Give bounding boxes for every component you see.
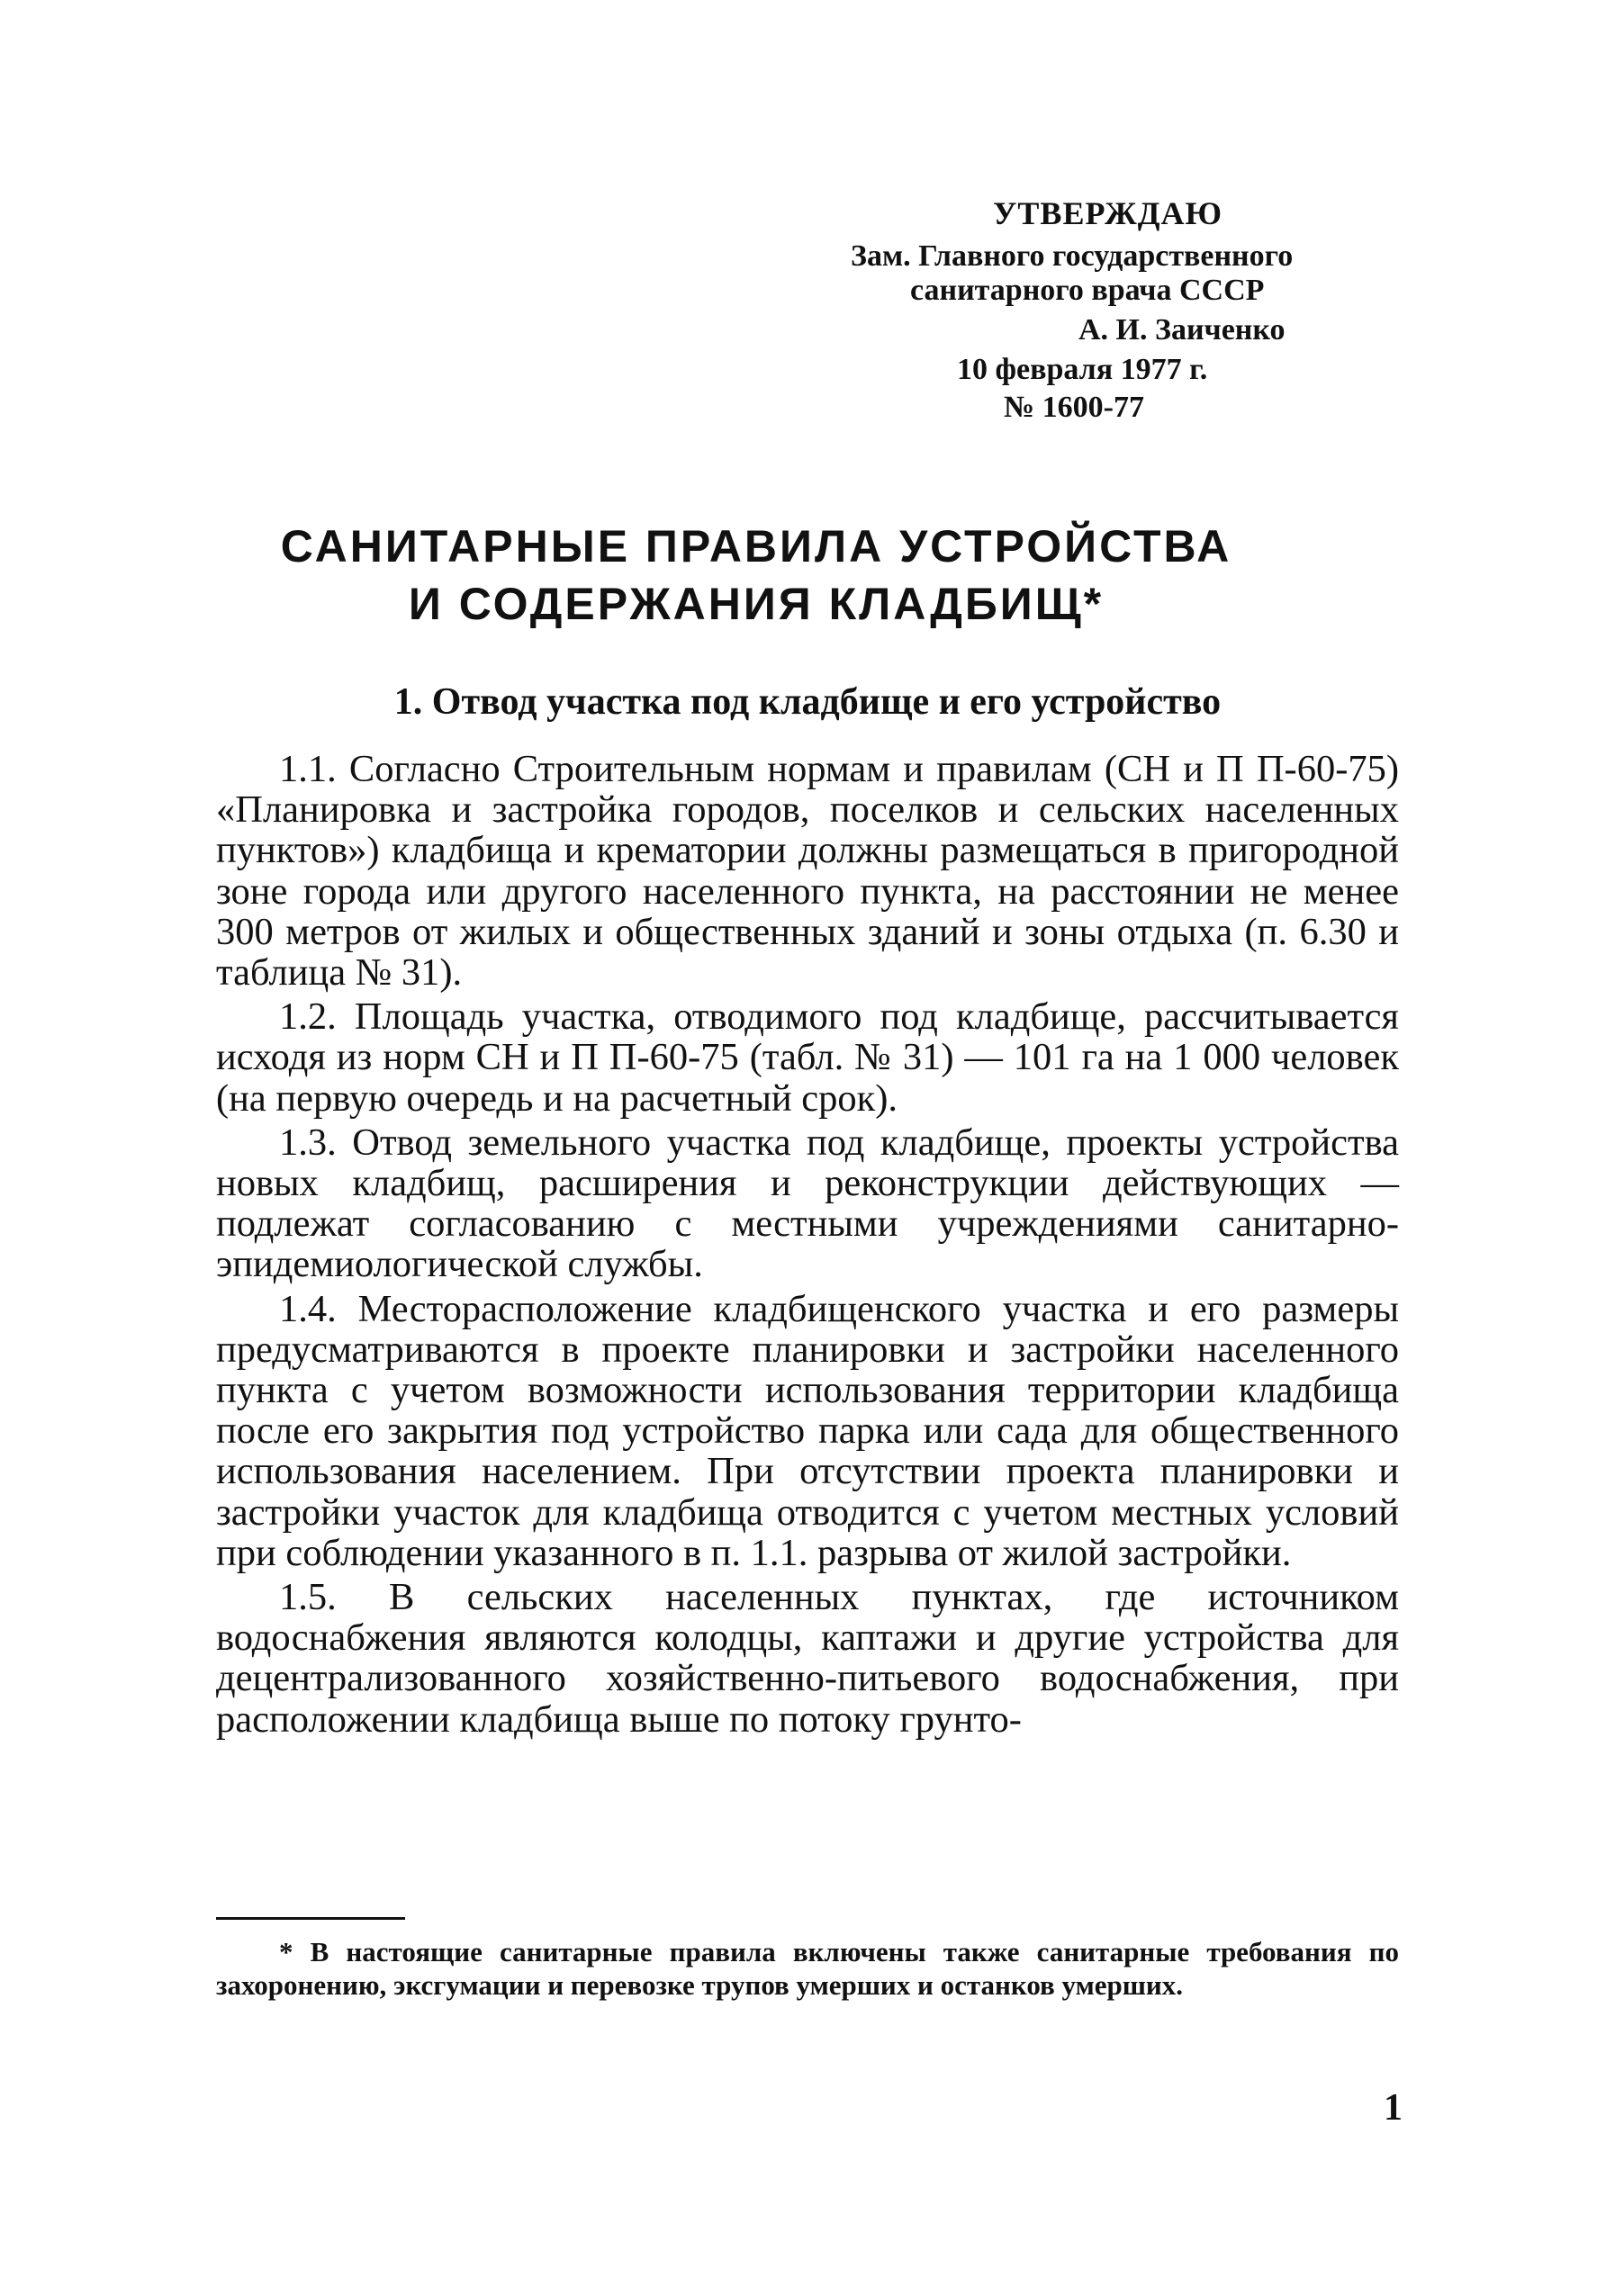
approval-date: 10 февраля 1977 г. — [957, 353, 1208, 386]
section-body — [216, 749, 1399, 1743]
paragraph-1-2: 1.2. Площадь участка, отводимого под кладбище, рассчитывается исходя из норм СН и П П-60-75 (табл. № 31) — 101 га на 1 000 человек (на первую очередь и на расчетный срок). — [216, 995, 1399, 1120]
section-heading: 1. Отвод участка под кладбище и его устройство — [393, 681, 1222, 723]
title-line-1: САНИТАРНЫЕ ПРАВИЛА УСТРОЙСТВА — [280, 521, 1232, 572]
paragraph-1-3: 1.3. Отвод земельного участка под кладбище, проекты устройства новых кладбищ, расширения и реконструкции действующих — подлежат согласованию с местными учреждениями санитарно-эпидемиологической службы. — [216, 1121, 1399, 1286]
paragraph-1-5: 1.5. В сельских населенных пунктах, где источником водоснабжения являются колодцы, каптажи и другие устройства для децентрализованного хозяйственно-питьевого водоснабжения, при расположении кладбища выше по потоку грунто- — [216, 1576, 1399, 1741]
footnote — [216, 1935, 1399, 2002]
document-title — [216, 518, 1296, 633]
approval-position-line1: Зам. Главного государственного — [851, 239, 1294, 273]
paragraph-1-1: 1.1. Согласно Строительным нормам и правилам (СН и П П-60-75) «Планировка и застройка городов, поселков и сельских населенных пунктов») кладбища и крематории должны размещаться в пригородной зоне города или другого населенного пункта, на расстоянии не менее 300 метров от жилых и общественных зданий и зоны отдыха (п. 6.30 и таблица № 31). — [216, 748, 1399, 995]
title-line-2: И СОДЕРЖАНИЯ КЛАДБИЩ* — [408, 579, 1105, 629]
approval-signatory: А. И. Заиченко — [1078, 313, 1286, 347]
approval-heading: УТВЕРЖДАЮ — [993, 195, 1223, 231]
approval-number: № 1600-77 — [1004, 391, 1144, 424]
footnote-text: * В настоящие санитарные правила включены также санитарные требования по захоронению, эксгумации и перевозке трупов умерших и останков умерших. — [216, 1936, 1399, 2001]
page-number: 1 — [1384, 2087, 1403, 2129]
approval-position-line2: санитарного врача СССР — [910, 274, 1265, 307]
footnote-divider — [216, 1917, 405, 1920]
paragraph-1-4: 1.4. Месторасположение кладбищенского участка и его размеры предусматриваются в проекте планировки и застройки населенного пункта с учетом возможности использования территории кладбища после его закрытия под устройство парка или сада для общественного использования населением. При отсутствии проекта планировки и застройки участок для кладбища отводится с учетом местных условий при соблюдении указанного в п. 1.1. разрыва от жилой застройки. — [216, 1287, 1399, 1574]
